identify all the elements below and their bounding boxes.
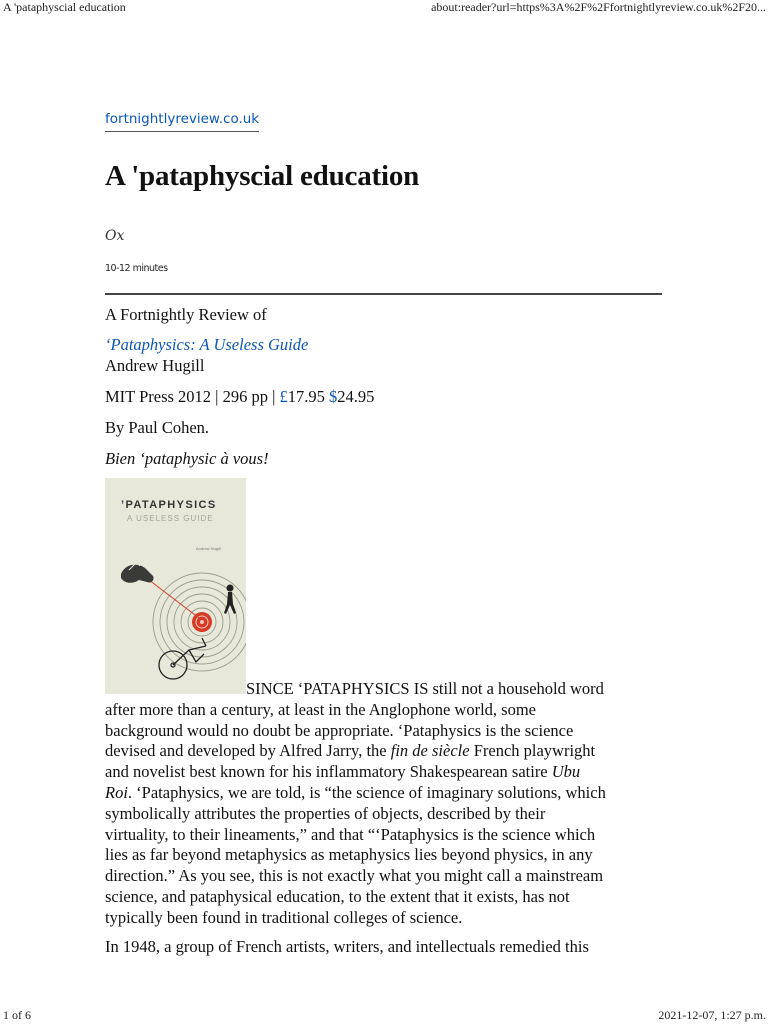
book-cover-illustration xyxy=(105,478,246,694)
paragraph-line: typically been found in traditional colleges of science. xyxy=(105,907,463,927)
print-header-url: about:reader?url=https%3A%2F%2Ffortnightlyreview.co.uk%2F20... xyxy=(431,0,766,14)
print-datetime: 2021-12-07, 1:27 p.m. xyxy=(658,1008,766,1022)
publication-info xyxy=(105,387,374,407)
cover-title: ’PATAPHYSICS xyxy=(121,499,217,511)
pound-price: 17.95 xyxy=(287,387,330,406)
print-header xyxy=(0,0,768,16)
paragraph-line: symbolically attributes the properties of objects, described by their xyxy=(105,803,546,823)
dollar-price: 24.95 xyxy=(337,387,375,406)
paragraph-line: and novelist best known for his inflammatory Shakespearean satire Ubu xyxy=(105,762,581,782)
reading-time: 10-12 minutes xyxy=(105,263,168,274)
print-header-title: A 'pataphyscial education xyxy=(3,0,126,14)
paragraph-line: science, and pataphysical education, to the extent that it exists, has not xyxy=(105,886,570,906)
paragraph-line: virtuality, to their lineaments,” and that “‘Pataphysics is the science which xyxy=(105,824,596,844)
cover-author: Andrew Hugill xyxy=(196,546,221,551)
review-intro: A Fortnightly Review of xyxy=(105,305,267,324)
reviewer-credit: By Paul Cohen. xyxy=(105,418,210,437)
paragraph-2: In 1948, a group of French artists, writers, and intellectuals remedied this xyxy=(105,937,589,956)
paragraph-line: lies as far beyond metaphysics as metaphysics lies beyond physics, in any xyxy=(105,845,593,865)
dollar-price-link[interactable]: $ xyxy=(329,387,338,406)
book-title-line xyxy=(105,335,308,355)
article-body xyxy=(105,679,665,929)
source-domain-link[interactable]: fortnightlyreview.co.uk xyxy=(105,111,259,132)
paragraph-line: SINCE ‘PATAPHYSICS IS still not a household word xyxy=(246,679,604,698)
paragraph-line: background would no doubt be appropriate. ‘Pataphysics is the science xyxy=(105,720,574,740)
header-divider xyxy=(105,293,662,295)
cover-subtitle: A USELESS GUIDE xyxy=(127,514,214,523)
article-title: A 'pataphyscial education xyxy=(105,160,420,192)
book-title-link[interactable]: ‘Pataphysics: A Useless Guide xyxy=(105,335,309,354)
salutation: Bien ‘pataphysic à vous! xyxy=(105,449,269,468)
pound-price-link[interactable]: £ xyxy=(279,387,288,406)
emphasis-roi: Roi xyxy=(105,782,128,802)
paragraph-line: direction.” As you see, this is not exactly what you might call a mainstream xyxy=(105,866,604,886)
book-cover-image xyxy=(105,478,246,694)
publication-prefix: MIT Press 2012 | 296 pp | xyxy=(105,387,280,406)
emphasis-ubu: Ubu xyxy=(551,762,581,782)
paragraph-line: Roi. ‘Pataphysics, we are told, is “the science of imaginary solutions, which xyxy=(105,782,606,802)
page-number: 1 of 6 xyxy=(3,1008,31,1022)
paragraph-line: devised and developed by Alfred Jarry, the fin de siècle French playwright xyxy=(105,741,596,761)
book-author: Andrew Hugill xyxy=(105,356,205,375)
article-byline: Ox xyxy=(105,228,125,244)
print-footer xyxy=(0,1008,768,1024)
paragraph-line: after more than a century, at least in the Anglophone world, some xyxy=(105,699,537,719)
emphasis-fin-de-siecle: fin de siècle xyxy=(390,741,470,761)
